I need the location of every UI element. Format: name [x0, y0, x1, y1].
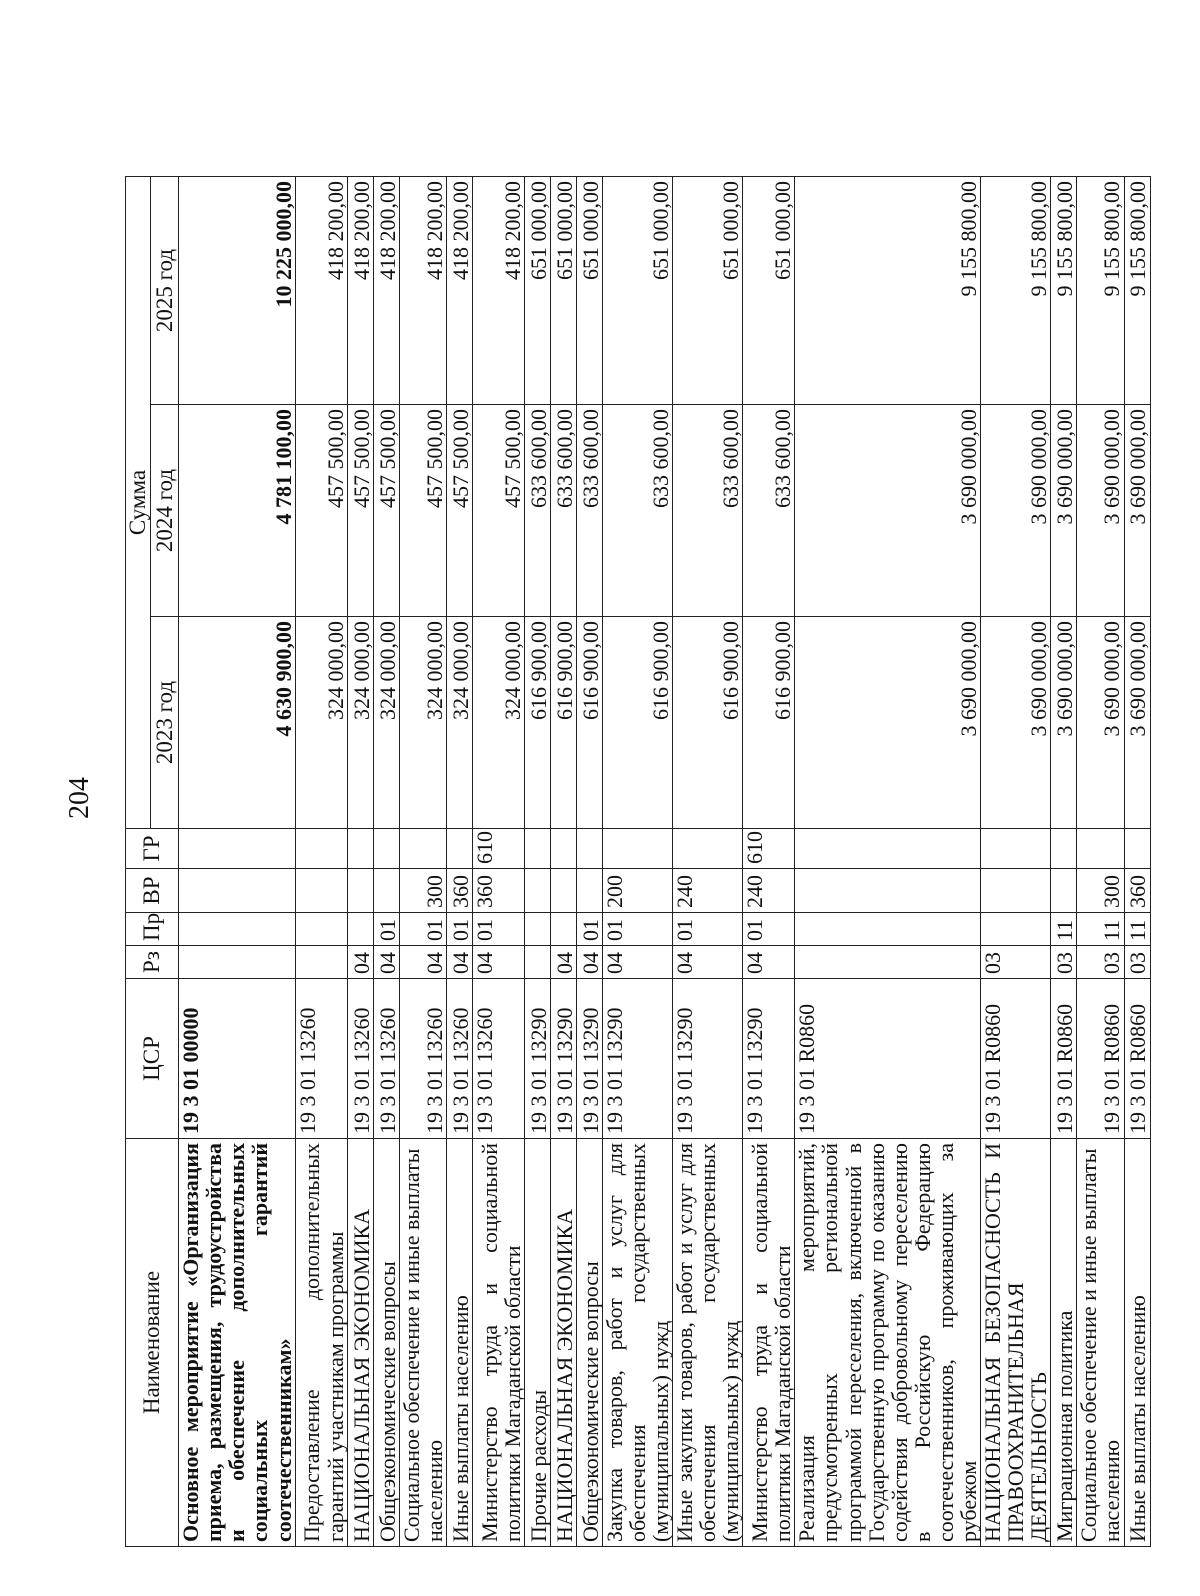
row-2025: 9 155 800,00 [981, 176, 1051, 404]
row-csr: 19 3 01 R0860 [1077, 979, 1124, 1139]
row-pr: 01 [446, 913, 472, 946]
row-vr [576, 869, 602, 913]
row-name: Основное мероприятие «Организация приема, размещения, трудоустройства и обеспечение дополнительных социальных гарантий соотечественникам» [179, 1139, 295, 1547]
row-vr [1051, 869, 1077, 913]
header-year-2023: 2023 год [151, 617, 179, 829]
row-pr: 01 [673, 913, 743, 946]
row-2024: 633 600,00 [743, 405, 795, 617]
row-2023: 3 690 000,00 [1124, 617, 1150, 829]
row-2024: 633 600,00 [673, 405, 743, 617]
row-gr [576, 829, 602, 869]
row-2023: 324 000,00 [373, 617, 399, 829]
row-vr [295, 869, 347, 913]
row-name: Иные выплаты населению [446, 1139, 472, 1547]
row-csr: 19 3 01 13260 [347, 979, 373, 1139]
table-row [1077, 176, 1124, 1546]
row-gr [373, 829, 399, 869]
row-csr: 19 3 01 13260 [446, 979, 472, 1139]
row-gr [524, 829, 550, 869]
row-2023: 616 900,00 [550, 617, 576, 829]
row-2025: 418 200,00 [446, 176, 472, 404]
row-name: Предоставление дополнительных гарантий участникам программы [295, 1139, 347, 1547]
table-row [373, 176, 399, 1546]
header-year-2025: 2025 год [151, 176, 179, 404]
row-name: Прочие расходы [524, 1139, 550, 1547]
row-rz: 04 [472, 946, 524, 979]
row-pr [981, 913, 1051, 946]
header-csr: ЦСР [126, 979, 179, 1139]
table-row [1051, 176, 1077, 1546]
row-vr: 300 [1077, 869, 1124, 913]
row-csr: 19 3 01 R0860 [981, 979, 1051, 1139]
row-2024: 457 500,00 [399, 405, 446, 617]
table-row [673, 176, 743, 1546]
row-gr [399, 829, 446, 869]
row-rz: 04 [373, 946, 399, 979]
row-pr: 11 [1124, 913, 1150, 946]
row-2025: 418 200,00 [347, 176, 373, 404]
row-csr: 19 3 01 13290 [602, 979, 672, 1139]
row-2023: 3 690 000,00 [1077, 617, 1124, 829]
row-2024: 633 600,00 [550, 405, 576, 617]
row-name: Иные выплаты населению [1124, 1139, 1150, 1547]
row-pr [179, 913, 295, 946]
row-2024: 633 600,00 [602, 405, 672, 617]
row-pr [347, 913, 373, 946]
row-csr: 19 3 01 13290 [673, 979, 743, 1139]
row-2024: 457 500,00 [446, 405, 472, 617]
table-row [446, 176, 472, 1546]
row-2023: 4 630 900,00 [179, 617, 295, 829]
table-row [743, 176, 795, 1546]
row-csr: 19 3 01 R0860 [795, 979, 981, 1139]
row-name: Общеэкономические вопросы [576, 1139, 602, 1547]
page-number: 204 [64, 777, 95, 819]
table-row [602, 176, 672, 1546]
row-2024: 3 690 000,00 [1077, 405, 1124, 617]
row-pr: 01 [602, 913, 672, 946]
row-name: НАЦИОНАЛЬНАЯ ЭКОНОМИКА [347, 1139, 373, 1547]
row-name: Реализация мероприятий, предусмотренных региональной программой переселения, включенной в Государственную программу по оказанию содействия добровольному переселению в Российскую Федерацию соотечественников, проживающих за рубежом [795, 1139, 981, 1547]
row-2024: 4 781 100,00 [179, 405, 295, 617]
row-csr: 19 3 01 00000 [179, 979, 295, 1139]
row-2024: 3 690 000,00 [981, 405, 1051, 617]
row-csr: 19 3 01 13260 [472, 979, 524, 1139]
row-2025: 418 200,00 [373, 176, 399, 404]
table-row [179, 176, 295, 1546]
row-gr: 610 [743, 829, 795, 869]
table-row [295, 176, 347, 1546]
row-name: Общеэкономические вопросы [373, 1139, 399, 1547]
table-row [550, 176, 576, 1546]
row-csr: 19 3 01 13290 [550, 979, 576, 1139]
row-name: Иные закупки товаров, работ и услуг для обеспечения государственных (муниципальных) нужд [673, 1139, 743, 1547]
row-vr: 300 [399, 869, 446, 913]
row-name: Социальное обеспечение и иные выплаты населению [399, 1139, 446, 1547]
row-2023: 616 900,00 [743, 617, 795, 829]
row-vr [795, 869, 981, 913]
row-csr: 19 3 01 13260 [399, 979, 446, 1139]
row-vr [179, 869, 295, 913]
row-gr [673, 829, 743, 869]
header-rz: Рз [126, 946, 179, 979]
row-pr [295, 913, 347, 946]
row-2023: 616 900,00 [576, 617, 602, 829]
row-pr: 01 [472, 913, 524, 946]
header-pr: Пр [126, 913, 179, 946]
row-csr: 19 3 01 13290 [576, 979, 602, 1139]
header-sum: Сумма [126, 176, 151, 828]
table-row [981, 176, 1051, 1546]
row-pr: 01 [743, 913, 795, 946]
row-2023: 616 900,00 [524, 617, 550, 829]
row-2025: 651 000,00 [743, 176, 795, 404]
row-rz: 03 [1051, 946, 1077, 979]
row-rz: 04 [576, 946, 602, 979]
row-vr [981, 869, 1051, 913]
table-row [576, 176, 602, 1546]
row-rz: 04 [446, 946, 472, 979]
row-2023: 324 000,00 [295, 617, 347, 829]
row-2024: 457 500,00 [373, 405, 399, 617]
row-2025: 651 000,00 [550, 176, 576, 404]
row-pr: 01 [373, 913, 399, 946]
row-2025: 418 200,00 [472, 176, 524, 404]
row-vr: 360 [472, 869, 524, 913]
row-2024: 457 500,00 [472, 405, 524, 617]
row-2024: 3 690 000,00 [1124, 405, 1150, 617]
row-name: Министерство труда и социальной политики Магаданской области [743, 1139, 795, 1547]
budget-table [125, 176, 1151, 1547]
row-gr [1124, 829, 1150, 869]
row-name: Министерство труда и социальной политики Магаданской области [472, 1139, 524, 1547]
row-pr: 11 [1051, 913, 1077, 946]
row-rz: 04 [399, 946, 446, 979]
row-gr [795, 829, 981, 869]
row-rz: 03 [1124, 946, 1150, 979]
row-2024: 633 600,00 [524, 405, 550, 617]
row-rz [795, 946, 981, 979]
row-gr [295, 829, 347, 869]
row-vr: 360 [446, 869, 472, 913]
row-vr: 240 [743, 869, 795, 913]
row-gr [347, 829, 373, 869]
row-2025: 10 225 000,00 [179, 176, 295, 404]
row-gr [179, 829, 295, 869]
row-2025: 9 155 800,00 [1051, 176, 1077, 404]
row-rz [179, 946, 295, 979]
row-name: НАЦИОНАЛЬНАЯ БЕЗОПАСНОСТЬ И ПРАВООХРАНИТЕЛЬНАЯ ДЕЯТЕЛЬНОСТЬ [981, 1139, 1051, 1547]
row-vr [524, 869, 550, 913]
table-row [399, 176, 446, 1546]
row-2025: 9 155 800,00 [795, 176, 981, 404]
row-2025: 651 000,00 [673, 176, 743, 404]
row-rz: 03 [1077, 946, 1124, 979]
row-2023: 3 690 000,00 [795, 617, 981, 829]
header-gr: ГР [126, 829, 179, 869]
row-2025: 418 200,00 [295, 176, 347, 404]
row-2024: 3 690 000,00 [1051, 405, 1077, 617]
row-gr [446, 829, 472, 869]
row-name: НАЦИОНАЛЬНАЯ ЭКОНОМИКА [550, 1139, 576, 1547]
row-csr: 19 3 01 13290 [524, 979, 550, 1139]
row-gr [1077, 829, 1124, 869]
row-vr: 200 [602, 869, 672, 913]
header-year-2024: 2024 год [151, 405, 179, 617]
row-pr: 01 [399, 913, 446, 946]
table-row [1124, 176, 1150, 1546]
row-rz: 04 [673, 946, 743, 979]
row-2025: 9 155 800,00 [1077, 176, 1124, 404]
row-gr [602, 829, 672, 869]
row-pr [524, 913, 550, 946]
row-rz: 04 [550, 946, 576, 979]
row-pr [550, 913, 576, 946]
row-rz: 04 [347, 946, 373, 979]
row-gr [981, 829, 1051, 869]
header-vr: ВР [126, 869, 179, 913]
row-vr [347, 869, 373, 913]
row-2025: 418 200,00 [399, 176, 446, 404]
row-csr: 19 3 01 13260 [295, 979, 347, 1139]
row-2024: 457 500,00 [295, 405, 347, 617]
row-rz: 04 [602, 946, 672, 979]
row-2025: 651 000,00 [602, 176, 672, 404]
row-2025: 651 000,00 [524, 176, 550, 404]
table-row [347, 176, 373, 1546]
row-rz: 04 [743, 946, 795, 979]
row-csr: 19 3 01 13290 [743, 979, 795, 1139]
row-name: Закупка товаров, работ и услуг для обеспечения государственных (муниципальных) нужд [602, 1139, 672, 1547]
row-2023: 616 900,00 [673, 617, 743, 829]
row-rz [524, 946, 550, 979]
row-name: Миграционная политика [1051, 1139, 1077, 1547]
row-gr [1051, 829, 1077, 869]
row-2023: 324 000,00 [399, 617, 446, 829]
row-rz: 03 [981, 946, 1051, 979]
row-2024: 633 600,00 [576, 405, 602, 617]
row-gr: 610 [472, 829, 524, 869]
row-2025: 9 155 800,00 [1124, 176, 1150, 404]
row-pr [795, 913, 981, 946]
row-vr: 240 [673, 869, 743, 913]
table-row [472, 176, 524, 1546]
row-rz [295, 946, 347, 979]
row-name: Социальное обеспечение и иные выплаты населению [1077, 1139, 1124, 1547]
row-vr [550, 869, 576, 913]
table-row [524, 176, 550, 1546]
row-2023: 3 690 000,00 [1051, 617, 1077, 829]
row-2023: 616 900,00 [602, 617, 672, 829]
row-vr: 360 [1124, 869, 1150, 913]
row-2023: 324 000,00 [472, 617, 524, 829]
row-pr: 01 [576, 913, 602, 946]
row-2023: 324 000,00 [347, 617, 373, 829]
rotated-page-content [125, 177, 1151, 1547]
row-2024: 3 690 000,00 [795, 405, 981, 617]
row-2023: 3 690 000,00 [981, 617, 1051, 829]
table-row [795, 176, 981, 1546]
row-csr: 19 3 01 R0860 [1124, 979, 1150, 1139]
row-pr: 11 [1077, 913, 1124, 946]
header-name: Наименование [126, 1139, 179, 1547]
row-csr: 19 3 01 R0860 [1051, 979, 1077, 1139]
row-csr: 19 3 01 13260 [373, 979, 399, 1139]
row-gr [550, 829, 576, 869]
row-vr [373, 869, 399, 913]
row-2023: 324 000,00 [446, 617, 472, 829]
row-2024: 457 500,00 [347, 405, 373, 617]
row-2025: 651 000,00 [576, 176, 602, 404]
